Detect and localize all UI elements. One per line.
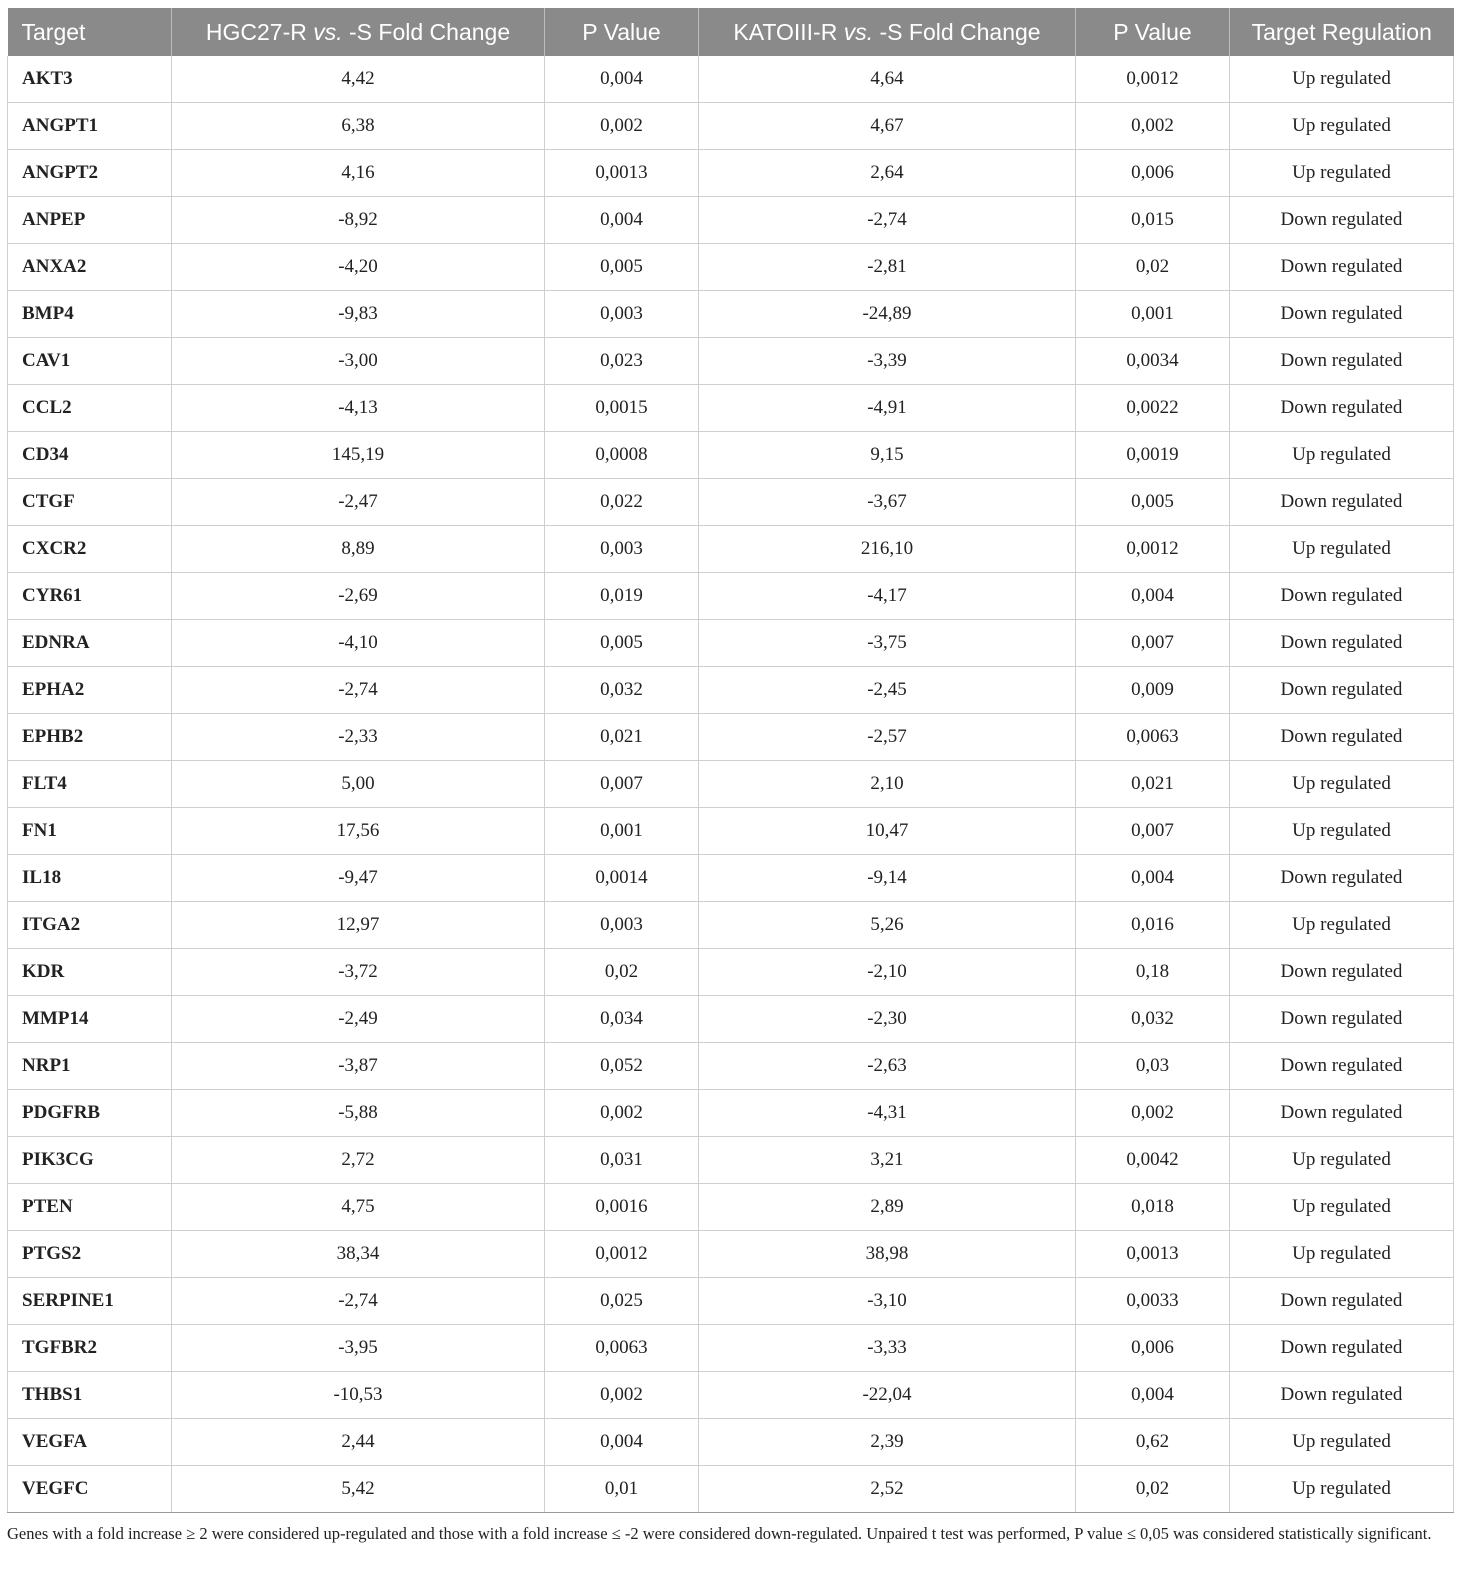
cell-katoiii-p-value: 0,015 (1076, 197, 1230, 244)
cell-katoiii-fold-change: 4,67 (699, 103, 1076, 150)
table-row (8, 996, 1454, 1043)
table-header (8, 8, 1454, 56)
cell-target: EDNRA (8, 620, 172, 667)
cell-hgc27-p-value: 0,0013 (545, 150, 699, 197)
table-row (8, 620, 1454, 667)
cell-target: CCL2 (8, 385, 172, 432)
table-footnote: Genes with a fold increase ≥ 2 were considered up-regulated and those with a fold increase ≤ -2 were considered down-regulated. Unpaired t test was performed, P value ≤ 0,05 was considered statistically significant. (7, 1524, 1432, 1543)
header-katoiii-fold-change (699, 8, 1076, 56)
cell-katoiii-fold-change: -3,67 (699, 479, 1076, 526)
cell-target: EPHB2 (8, 714, 172, 761)
cell-hgc27-p-value: 0,0063 (545, 1325, 699, 1372)
cell-hgc27-fold-change: 2,44 (172, 1419, 545, 1466)
cell-hgc27-p-value: 0,002 (545, 1372, 699, 1419)
cell-target-regulation: Down regulated (1230, 1372, 1454, 1419)
header-text-italic: vs. (313, 18, 343, 45)
cell-target: IL18 (8, 855, 172, 902)
cell-hgc27-fold-change: 5,42 (172, 1466, 545, 1513)
cell-katoiii-p-value: 0,004 (1076, 1372, 1230, 1419)
cell-target: VEGFA (8, 1419, 172, 1466)
cell-hgc27-p-value: 0,005 (545, 244, 699, 291)
cell-katoiii-fold-change: 2,89 (699, 1184, 1076, 1231)
table-body (8, 56, 1454, 1513)
cell-katoiii-p-value: 0,18 (1076, 949, 1230, 996)
cell-katoiii-p-value: 0,006 (1076, 1325, 1230, 1372)
cell-hgc27-p-value: 0,003 (545, 526, 699, 573)
cell-katoiii-fold-change: -24,89 (699, 291, 1076, 338)
cell-katoiii-fold-change: -3,39 (699, 338, 1076, 385)
cell-hgc27-fold-change: -3,87 (172, 1043, 545, 1090)
cell-hgc27-p-value: 0,0014 (545, 855, 699, 902)
cell-target: CAV1 (8, 338, 172, 385)
cell-katoiii-fold-change: -3,10 (699, 1278, 1076, 1325)
cell-katoiii-fold-change: -2,10 (699, 949, 1076, 996)
cell-katoiii-fold-change: -2,74 (699, 197, 1076, 244)
table-row (8, 385, 1454, 432)
header-text: KATOIII-R (733, 18, 844, 45)
cell-hgc27-fold-change: 5,00 (172, 761, 545, 808)
cell-katoiii-fold-change: 4,64 (699, 56, 1076, 103)
table-row (8, 714, 1454, 761)
cell-katoiii-fold-change: -2,30 (699, 996, 1076, 1043)
cell-katoiii-p-value: 0,032 (1076, 996, 1230, 1043)
cell-hgc27-fold-change: -2,74 (172, 667, 545, 714)
cell-katoiii-fold-change: -2,45 (699, 667, 1076, 714)
header-text: Target Regulation (1251, 18, 1432, 45)
cell-katoiii-fold-change: 9,15 (699, 432, 1076, 479)
cell-katoiii-p-value: 0,0013 (1076, 1231, 1230, 1278)
header-text: P Value (1113, 18, 1192, 45)
cell-katoiii-p-value: 0,002 (1076, 103, 1230, 150)
cell-katoiii-p-value: 0,021 (1076, 761, 1230, 808)
cell-katoiii-fold-change: 2,52 (699, 1466, 1076, 1513)
cell-target: ANGPT2 (8, 150, 172, 197)
header-target (8, 8, 172, 56)
cell-hgc27-p-value: 0,0016 (545, 1184, 699, 1231)
table-row (8, 1231, 1454, 1278)
cell-katoiii-p-value: 0,0019 (1076, 432, 1230, 479)
cell-target: ITGA2 (8, 902, 172, 949)
cell-hgc27-fold-change: -4,20 (172, 244, 545, 291)
cell-hgc27-fold-change: 2,72 (172, 1137, 545, 1184)
cell-katoiii-fold-change: -3,33 (699, 1325, 1076, 1372)
cell-katoiii-p-value: 0,0012 (1076, 56, 1230, 103)
cell-target-regulation: Up regulated (1230, 902, 1454, 949)
cell-katoiii-p-value: 0,006 (1076, 150, 1230, 197)
cell-katoiii-fold-change: -22,04 (699, 1372, 1076, 1419)
cell-hgc27-fold-change: 38,34 (172, 1231, 545, 1278)
cell-hgc27-fold-change: 17,56 (172, 808, 545, 855)
table-row (8, 103, 1454, 150)
cell-target-regulation: Down regulated (1230, 667, 1454, 714)
header-text: P Value (582, 18, 661, 45)
cell-katoiii-p-value: 0,0022 (1076, 385, 1230, 432)
cell-hgc27-p-value: 0,001 (545, 808, 699, 855)
cell-katoiii-p-value: 0,02 (1076, 244, 1230, 291)
cell-katoiii-p-value: 0,018 (1076, 1184, 1230, 1231)
cell-target-regulation: Down regulated (1230, 385, 1454, 432)
cell-target: MMP14 (8, 996, 172, 1043)
cell-katoiii-fold-change: -4,31 (699, 1090, 1076, 1137)
cell-katoiii-fold-change: -4,91 (699, 385, 1076, 432)
cell-katoiii-fold-change: 216,10 (699, 526, 1076, 573)
cell-hgc27-p-value: 0,003 (545, 902, 699, 949)
cell-target-regulation: Down regulated (1230, 949, 1454, 996)
cell-katoiii-p-value: 0,0034 (1076, 338, 1230, 385)
cell-target-regulation: Down regulated (1230, 714, 1454, 761)
cell-target-regulation: Up regulated (1230, 56, 1454, 103)
cell-target: FN1 (8, 808, 172, 855)
cell-hgc27-fold-change: -5,88 (172, 1090, 545, 1137)
cell-katoiii-fold-change: -3,75 (699, 620, 1076, 667)
cell-target-regulation: Down regulated (1230, 1090, 1454, 1137)
cell-hgc27-p-value: 0,021 (545, 714, 699, 761)
table-row (8, 808, 1454, 855)
table-row (8, 197, 1454, 244)
cell-katoiii-fold-change: 3,21 (699, 1137, 1076, 1184)
cell-hgc27-p-value: 0,023 (545, 338, 699, 385)
cell-katoiii-fold-change: -2,81 (699, 244, 1076, 291)
cell-target-regulation: Down regulated (1230, 197, 1454, 244)
cell-hgc27-p-value: 0,025 (545, 1278, 699, 1325)
cell-target-regulation: Down regulated (1230, 338, 1454, 385)
header-target-regulation (1230, 8, 1454, 56)
cell-katoiii-fold-change: -4,17 (699, 573, 1076, 620)
cell-hgc27-p-value: 0,031 (545, 1137, 699, 1184)
cell-katoiii-p-value: 0,004 (1076, 573, 1230, 620)
header-hgc27-fold-change (172, 8, 545, 56)
header-katoiii-p-value (1076, 8, 1230, 56)
table-row (8, 667, 1454, 714)
cell-target-regulation: Up regulated (1230, 808, 1454, 855)
table-row (8, 1466, 1454, 1513)
cell-hgc27-fold-change: -8,92 (172, 197, 545, 244)
cell-target: NRP1 (8, 1043, 172, 1090)
cell-hgc27-p-value: 0,004 (545, 1419, 699, 1466)
table-row (8, 244, 1454, 291)
cell-hgc27-fold-change: -3,72 (172, 949, 545, 996)
cell-katoiii-fold-change: -9,14 (699, 855, 1076, 902)
cell-target-regulation: Down regulated (1230, 291, 1454, 338)
cell-target: CYR61 (8, 573, 172, 620)
cell-target: ANGPT1 (8, 103, 172, 150)
cell-hgc27-p-value: 0,004 (545, 197, 699, 244)
header-text: -S Fold Change (873, 18, 1041, 45)
cell-hgc27-fold-change: 4,16 (172, 150, 545, 197)
cell-target: PTEN (8, 1184, 172, 1231)
cell-target-regulation: Up regulated (1230, 432, 1454, 479)
cell-hgc27-p-value: 0,052 (545, 1043, 699, 1090)
cell-target-regulation: Down regulated (1230, 620, 1454, 667)
cell-hgc27-p-value: 0,002 (545, 103, 699, 150)
cell-hgc27-p-value: 0,007 (545, 761, 699, 808)
header-text: HGC27-R (205, 18, 314, 45)
cell-hgc27-fold-change: -4,10 (172, 620, 545, 667)
cell-katoiii-fold-change: 2,39 (699, 1419, 1076, 1466)
cell-katoiii-fold-change: -2,63 (699, 1043, 1076, 1090)
cell-hgc27-p-value: 0,02 (545, 949, 699, 996)
cell-target: ANXA2 (8, 244, 172, 291)
cell-target: ANPEP (8, 197, 172, 244)
cell-katoiii-p-value: 0,004 (1076, 855, 1230, 902)
cell-hgc27-p-value: 0,002 (545, 1090, 699, 1137)
cell-katoiii-fold-change: 38,98 (699, 1231, 1076, 1278)
cell-target: THBS1 (8, 1372, 172, 1419)
cell-katoiii-p-value: 0,0042 (1076, 1137, 1230, 1184)
cell-target: AKT3 (8, 56, 172, 103)
cell-hgc27-p-value: 0,0008 (545, 432, 699, 479)
cell-katoiii-p-value: 0,002 (1076, 1090, 1230, 1137)
cell-hgc27-fold-change: 8,89 (172, 526, 545, 573)
cell-katoiii-p-value: 0,001 (1076, 291, 1230, 338)
cell-hgc27-fold-change: -2,33 (172, 714, 545, 761)
table-row (8, 432, 1454, 479)
cell-hgc27-fold-change: -2,49 (172, 996, 545, 1043)
table-row (8, 1325, 1454, 1372)
cell-target: CD34 (8, 432, 172, 479)
cell-target-regulation: Up regulated (1230, 526, 1454, 573)
cell-target: BMP4 (8, 291, 172, 338)
cell-target-regulation: Up regulated (1230, 103, 1454, 150)
cell-katoiii-p-value: 0,03 (1076, 1043, 1230, 1090)
cell-target-regulation: Up regulated (1230, 1137, 1454, 1184)
cell-target-regulation: Up regulated (1230, 1184, 1454, 1231)
table-row (8, 1278, 1454, 1325)
cell-target-regulation: Up regulated (1230, 150, 1454, 197)
table-row (8, 479, 1454, 526)
table-row (8, 1184, 1454, 1231)
cell-katoiii-p-value: 0,016 (1076, 902, 1230, 949)
cell-katoiii-fold-change: 5,26 (699, 902, 1076, 949)
table-row (8, 855, 1454, 902)
cell-katoiii-p-value: 0,0012 (1076, 526, 1230, 573)
cell-target: KDR (8, 949, 172, 996)
cell-target: PDGFRB (8, 1090, 172, 1137)
cell-target-regulation: Down regulated (1230, 573, 1454, 620)
cell-hgc27-p-value: 0,0015 (545, 385, 699, 432)
cell-hgc27-fold-change: -9,47 (172, 855, 545, 902)
cell-hgc27-fold-change: 6,38 (172, 103, 545, 150)
table-row (8, 1090, 1454, 1137)
header-text: -S Fold Change (342, 18, 511, 45)
cell-target-regulation: Down regulated (1230, 996, 1454, 1043)
cell-hgc27-fold-change: -2,69 (172, 573, 545, 620)
cell-hgc27-p-value: 0,019 (545, 573, 699, 620)
cell-hgc27-fold-change: 12,97 (172, 902, 545, 949)
cell-hgc27-fold-change: -3,95 (172, 1325, 545, 1372)
header-hgc27-p-value (545, 8, 699, 56)
cell-target-regulation: Down regulated (1230, 479, 1454, 526)
cell-hgc27-p-value: 0,022 (545, 479, 699, 526)
cell-hgc27-fold-change: -10,53 (172, 1372, 545, 1419)
cell-katoiii-p-value: 0,005 (1076, 479, 1230, 526)
cell-hgc27-p-value: 0,005 (545, 620, 699, 667)
table-row (8, 573, 1454, 620)
cell-target-regulation: Up regulated (1230, 1419, 1454, 1466)
cell-hgc27-fold-change: 145,19 (172, 432, 545, 479)
table-row (8, 150, 1454, 197)
cell-target: TGFBR2 (8, 1325, 172, 1372)
cell-target: SERPINE1 (8, 1278, 172, 1325)
cell-katoiii-p-value: 0,62 (1076, 1419, 1230, 1466)
cell-katoiii-fold-change: 2,64 (699, 150, 1076, 197)
cell-katoiii-fold-change: 10,47 (699, 808, 1076, 855)
cell-hgc27-fold-change: -2,47 (172, 479, 545, 526)
cell-katoiii-p-value: 0,0063 (1076, 714, 1230, 761)
cell-target-regulation: Down regulated (1230, 855, 1454, 902)
cell-hgc27-p-value: 0,032 (545, 667, 699, 714)
cell-hgc27-fold-change: -2,74 (172, 1278, 545, 1325)
table-row (8, 338, 1454, 385)
cell-target-regulation: Up regulated (1230, 761, 1454, 808)
cell-katoiii-fold-change: -2,57 (699, 714, 1076, 761)
cell-hgc27-p-value: 0,0012 (545, 1231, 699, 1278)
cell-target: CTGF (8, 479, 172, 526)
table-row (8, 1137, 1454, 1184)
table-row (8, 291, 1454, 338)
cell-katoiii-p-value: 0,02 (1076, 1466, 1230, 1513)
table-row (8, 761, 1454, 808)
cell-hgc27-p-value: 0,034 (545, 996, 699, 1043)
cell-katoiii-p-value: 0,0033 (1076, 1278, 1230, 1325)
table-figure (7, 8, 1453, 1546)
cell-target: FLT4 (8, 761, 172, 808)
cell-hgc27-p-value: 0,01 (545, 1466, 699, 1513)
header-text: Target (21, 18, 86, 45)
cell-target-regulation: Up regulated (1230, 1231, 1454, 1278)
table-row (8, 902, 1454, 949)
cell-target: VEGFC (8, 1466, 172, 1513)
cell-target-regulation: Down regulated (1230, 1325, 1454, 1372)
cell-hgc27-fold-change: -4,13 (172, 385, 545, 432)
cell-hgc27-p-value: 0,004 (545, 56, 699, 103)
table-row (8, 949, 1454, 996)
cell-target: CXCR2 (8, 526, 172, 573)
cell-target-regulation: Down regulated (1230, 1278, 1454, 1325)
cell-hgc27-fold-change: -3,00 (172, 338, 545, 385)
table-row (8, 1043, 1454, 1090)
cell-katoiii-fold-change: 2,10 (699, 761, 1076, 808)
cell-target: EPHA2 (8, 667, 172, 714)
cell-target-regulation: Down regulated (1230, 1043, 1454, 1090)
fold-change-table (7, 8, 1454, 1513)
cell-katoiii-p-value: 0,007 (1076, 808, 1230, 855)
table-row (8, 56, 1454, 103)
cell-target-regulation: Up regulated (1230, 1466, 1454, 1513)
cell-katoiii-p-value: 0,009 (1076, 667, 1230, 714)
cell-hgc27-fold-change: 4,42 (172, 56, 545, 103)
header-text-italic: vs. (843, 18, 874, 45)
table-row (8, 526, 1454, 573)
cell-target-regulation: Down regulated (1230, 244, 1454, 291)
cell-katoiii-p-value: 0,007 (1076, 620, 1230, 667)
cell-hgc27-fold-change: 4,75 (172, 1184, 545, 1231)
cell-target: PTGS2 (8, 1231, 172, 1278)
cell-hgc27-p-value: 0,003 (545, 291, 699, 338)
cell-target: PIK3CG (8, 1137, 172, 1184)
table-row (8, 1372, 1454, 1419)
table-row (8, 1419, 1454, 1466)
cell-hgc27-fold-change: -9,83 (172, 291, 545, 338)
